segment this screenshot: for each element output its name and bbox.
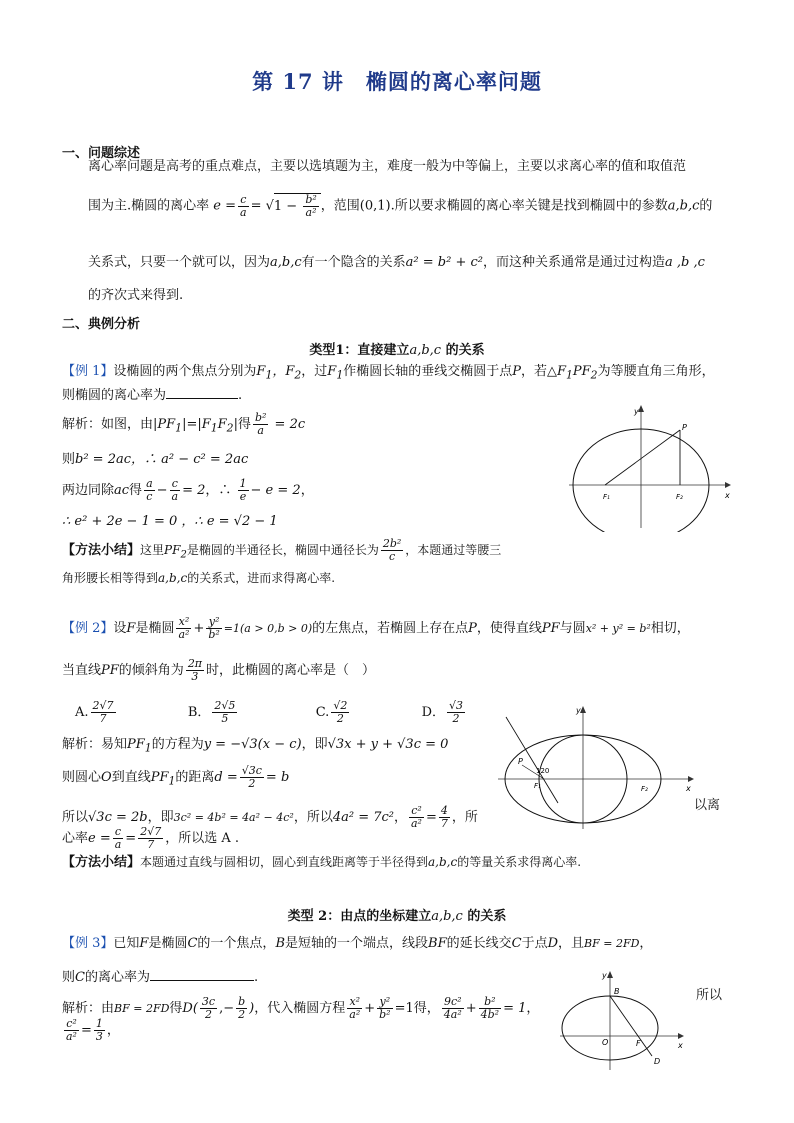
example1-question: 【例 1】设椭圆的两个焦点分别为$F_1$，$F_2$，过$F_1$作椭圆长轴的垂线交椭圆于点P，若$\triangle F_1PF_2$为等腰直角三角形， <box>62 364 715 382</box>
example3-question-line2: 则C的离心率为 . <box>62 966 258 988</box>
example2-solution-line1: 解析：易知$PF_1$的方程为y = −√3(x − c)，即√3x + y + √3c = 0 <box>62 737 449 755</box>
lecture-topic: 椭圆的离心率问题 <box>365 69 542 94</box>
example3-solution-wrap: 所以 <box>696 988 723 1003</box>
fig2-point-f2: F₂ <box>641 785 648 793</box>
example1-summary-line2: 角形腰长相等得到a,b,c的关系式，进而求得离心率. <box>62 571 336 585</box>
example2-solution-line2: 则圆心O到直线$PF_1$的距离d = $\frac{√3c}{2}$ = b <box>62 764 290 790</box>
summary-label: 【方法小结】 <box>62 543 141 558</box>
fig2-y-label: y <box>576 706 581 715</box>
fig3-point-o: O <box>602 1038 609 1047</box>
segment-b-d <box>610 996 652 1056</box>
type2-heading: 类型 2：由点的坐标建立a,b,c 的关系 <box>287 909 507 924</box>
answer-blank <box>150 966 254 981</box>
type1-heading: 类型1：直接建立a,b,c 的关系 <box>309 343 485 358</box>
segment-f1-p <box>605 430 680 485</box>
x-axis-arrow-icon <box>725 482 731 488</box>
option-a[interactable]: A. $\frac{2√7}{7}$ <box>75 699 114 725</box>
option-b[interactable]: B． $\frac{2√5}{5}$ <box>187 699 236 725</box>
example1-ellipse-figure <box>565 402 735 532</box>
example1-label: 【例 1】 <box>62 364 114 379</box>
section1-para4: 的齐次式来得到. <box>88 288 184 303</box>
example2-solution-wrap: 以离 <box>694 798 721 813</box>
lecture-number: 第 17 讲 <box>252 69 344 94</box>
fig1-point-f1: F₁ <box>603 493 610 501</box>
fig3-x-label: x <box>678 1041 683 1050</box>
option-c[interactable]: C. $\frac{√2}{2}$ <box>315 699 348 725</box>
example2-options <box>75 700 467 725</box>
fig1-y-label: y <box>634 407 639 416</box>
example3-question: 【例 3】已知F是椭圆C的一个焦点，B是短轴的一个端点，线段BF的延长线交C于点D，且BF = 2FD， <box>62 936 653 951</box>
fig3-point-b: B <box>614 987 620 996</box>
tangent-line-pf <box>506 717 558 803</box>
example2-question: 【例 2】设F是椭圆 $\frac{\text{x²}}{\text{a²}}$ + $\frac{\text{y²}}{\text{b²}}$ =1(a > 0,b > 0)的左焦点，若椭圆上存在点P，使得直线PF与圆x² + y² = b²相切， <box>62 615 690 641</box>
example1-solution-line1: 解析：如图，由$|PF_1|=|F_1F_2|$得 $\frac{\text{b²}}{a}$ = 2c <box>62 411 306 437</box>
example3-solution-line1: 解析：由BF = 2FD得D( $\frac{3c}{2}$ ,− $\frac{b}{2}$ )，代入椭圆方程 $\frac{\text{x²}}{\text{a²}}$ + $\frac{\text{y²}}{\text{b²}}$ =1得， $\frac{\text{9c²}}{\text{4a²}}$ + $\frac{\text{b²}}{\text{4b²}}$ = 1， <box>62 995 540 1021</box>
section2-heading: 二、典例分析 <box>62 317 141 332</box>
x-axis-arrow-icon <box>688 776 694 782</box>
fig2-angle-label: 120 <box>536 767 550 775</box>
example1-solution-line2: 则b² = 2ac，∴ a² − c² = 2ac <box>62 452 249 467</box>
example2-summary: 【方法小结】本题通过直线与圆相切，圆心到直线距离等于半径得到a,b,c的等量关系求得离心率. <box>62 855 582 870</box>
example1-summary-line1: 【方法小结】这里$PF_2$是椭圆的半通径长，椭圆中通径长为 $\frac{\text{2b²}}{c}$ ，本题通过等腰三 <box>62 537 502 563</box>
section1-para3: 关系式，只要一个就可以，因为a,b,c有一个隐含的关系a² = b² + c²，而这种关系通常是通过过构造a ,b ,c <box>88 255 705 270</box>
x-axis-arrow-icon <box>678 1033 684 1039</box>
example2-ellipse-circle-figure <box>496 703 696 833</box>
y-axis-arrow-icon <box>580 706 586 713</box>
section1-para1: 离心率问题是高考的重点难点，主要以选填题为主，难度一般为中等偏上，主要以求离心率的值和取值范 <box>88 159 687 174</box>
example2-label: 【例 2】 <box>62 621 114 636</box>
section1-para2: 围为主.椭圆的离心率 e = $\frac{c}{a}$ = √1 − $\frac{\text{b²}}{\text{a²}}$ ，范围(0,1).所以要求椭圆的离心率关键是找到椭圆中的参数a,b,c的 <box>88 192 713 219</box>
example2-solution-line3: 所以√3c = 2b，即3c² = 4b² = 4a² − 4c²，所以4a² = 7c²， $\frac{\text{c²}}{\text{a²}}$ = $\frac{4}{7}$ ，所 <box>62 804 478 830</box>
example3-label: 【例 3】 <box>62 936 114 951</box>
fig1-point-p: P <box>682 423 687 432</box>
fig1-point-f2: F₂ <box>676 493 683 501</box>
fig2-x-label: x <box>686 784 691 793</box>
section1-heading: 一、问题综述 <box>62 146 141 161</box>
example2-solution-line4: 心率e = $\frac{c}{a}$ = $\frac{2√7}{7}$ ，所以选 A . <box>62 825 240 851</box>
example2-question-line2: 当直线PF的倾斜角为 $\frac{2\pi}{3}$ 时，此椭圆的离心率是（ ） <box>62 657 376 683</box>
summary-label: 【方法小结】 <box>62 855 141 870</box>
example3-solution-line2: $\frac{\text{c²}}{\text{a²}}$ = $\frac{1}{3}$ ， <box>66 1017 120 1043</box>
answer-blank <box>166 384 238 399</box>
example1-solution-line3: 两边同除ac得 $\frac{a}{c}$ − $\frac{c}{a}$ = 2，∴ $\frac{1}{e}$ − e = 2， <box>62 477 314 503</box>
fig3-point-d: D <box>654 1057 661 1066</box>
example3-ellipse-figure <box>558 968 688 1073</box>
example1-question-line2: 则椭圆的离心率为 . <box>62 384 242 406</box>
fig2-point-f1: F₁ <box>534 782 541 790</box>
fig3-point-f: F <box>636 1039 641 1048</box>
option-d[interactable]: D． $\frac{√3}{2}$ <box>421 699 464 725</box>
fig2-point-p: P <box>518 757 523 766</box>
example1-solution-line4: ∴ e² + 2e − 1 = 0 ，∴ e = √2 − 1 <box>62 514 278 529</box>
y-axis-arrow-icon <box>638 405 644 412</box>
y-axis-arrow-icon <box>607 971 613 978</box>
eccentricity-formula: e = <box>213 198 236 214</box>
fig3-y-label: y <box>602 971 607 980</box>
fig1-x-label: x <box>725 491 730 500</box>
page-title <box>0 66 794 96</box>
